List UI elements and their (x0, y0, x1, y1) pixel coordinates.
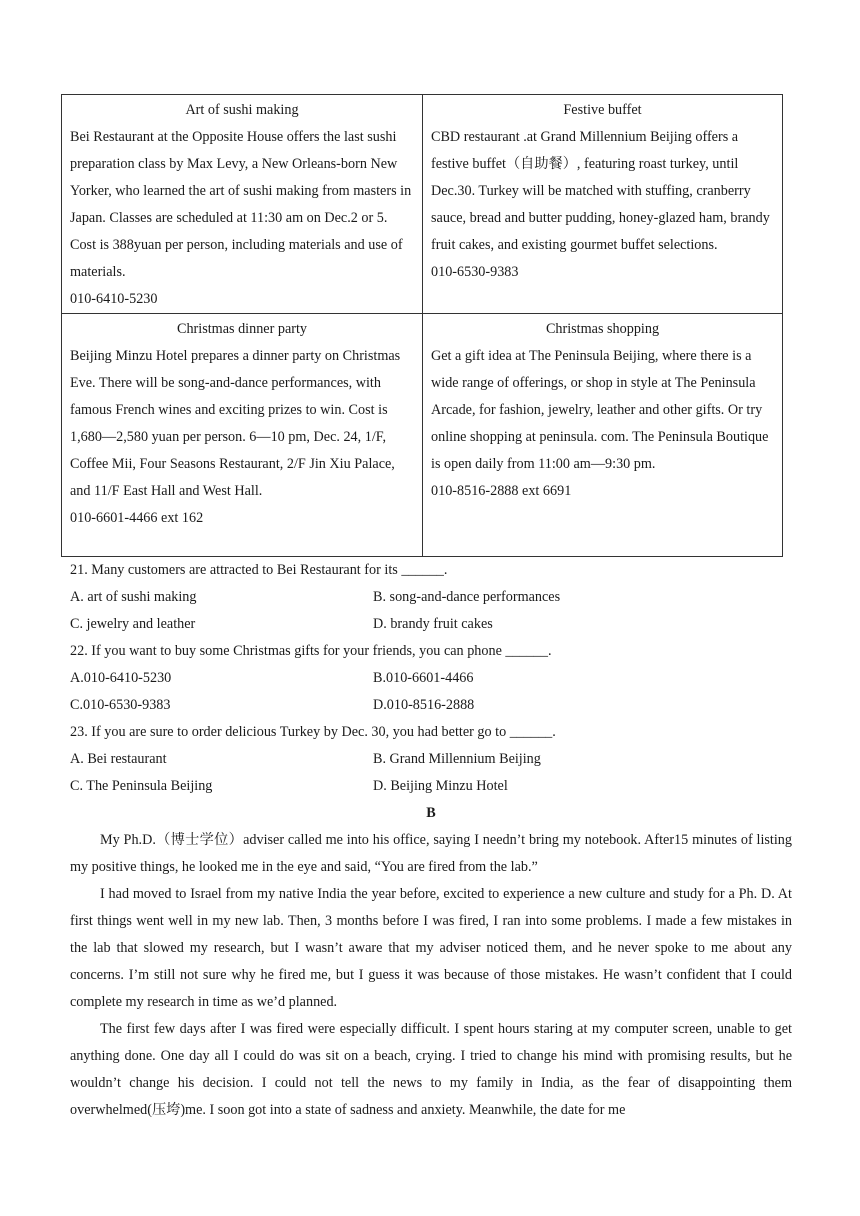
option-a[interactable]: A. Bei restaurant (70, 751, 167, 767)
question-23 (70, 719, 790, 800)
ad-phone: 010-6530-9383 (431, 264, 519, 280)
passage-paragraph: I had moved to Israel from my native India the year before, excited to experience a new culture and study for a Ph. D. At first things went well in my new lab. Then, 3 months before I was fired, I ran into some problems. I made a few mistakes in the lab that slowed my research, but I wasn’t aware that my adviser noticed them, and he never spoke to me about any concerns. I’m still not sure why he fired me, but I guess it was because of those mistakes. He wasn’t confident that I could complete my research in time as we’d planned. (70, 886, 792, 1010)
ad-phone: 010-8516-2888 ext 6691 (431, 483, 572, 499)
option-c[interactable]: C. jewelry and leather (70, 616, 196, 632)
ad-phone: 010-6410-5230 (70, 291, 158, 307)
ads-row (62, 314, 783, 557)
ad-title: Christmas dinner party (176, 321, 308, 337)
option-d[interactable]: D.010-8516-2888 (373, 697, 475, 713)
option-c[interactable]: C.010-6530-9383 (70, 697, 171, 713)
question-stem: 21. Many customers are attracted to Bei Restaurant for its ______. (70, 562, 448, 578)
passage-paragraph: My Ph.D.（博士学位）adviser called me into his office, saying I needn’t bring my notebook. After15 minutes of listing my positive things, he looked me in the eye and said, “You are fired from the lab.” (70, 832, 792, 875)
section-heading: B (426, 805, 436, 821)
ad-sushi (62, 95, 423, 314)
ads-row (62, 95, 783, 314)
question-stem: 22. If you want to buy some Christmas gifts for your friends, you can phone ______. (70, 643, 552, 659)
option-a[interactable]: A.010-6410-5230 (70, 670, 172, 686)
ad-title: Art of sushi making (185, 102, 299, 118)
option-b[interactable]: B.010-6601-4466 (373, 670, 474, 686)
ad-body: Bei Restaurant at the Opposite House offers the last sushi preparation class by Max Levy, a New Orleans-born New Yorker, who learned the art of sushi making from masters in Japan. Classes are scheduled at 11:30 am on Dec.2 or 5. Cost is 388yuan per person, including materials and use of materials. (70, 129, 412, 280)
ad-title: Festive buffet (563, 102, 642, 118)
ad-body: Beijing Minzu Hotel prepares a dinner party on Christmas Eve. There will be song-and-dance performances, with famous French wines and exciting prizes to win. Cost is 1,680—2,580 yuan per person. 6—10 pm, Dec. 24, 1/F, Coffee Mii, Four Seasons Restaurant, 2/F Jin Xiu Palace, and 11/F East Hall and West Hall. (70, 348, 401, 499)
ad-phone: 010-6601-4466 ext 162 (70, 510, 204, 526)
ad-body: Get a gift idea at The Peninsula Beijing, where there is a wide range of offerings, or shop in style at The Peninsula Arcade, for fashion, jewelry, leather and other gifts. Or try online shopping at peninsula. com. The Peninsula Boutique is open daily from 11:00 am—9:30 pm. (431, 348, 769, 472)
question-stem: 23. If you are sure to order delicious Turkey by Dec. 30, you had better go to ______. (70, 724, 556, 740)
option-d[interactable]: D. Beijing Minzu Hotel (373, 778, 508, 794)
option-b[interactable]: B. Grand Millennium Beijing (373, 751, 541, 767)
ad-buffet (423, 95, 783, 314)
option-b[interactable]: B. song-and-dance performances (373, 589, 561, 605)
passage-paragraph: The first few days after I was fired were especially difficult. I spent hours staring at my computer screen, unable to get anything done. One day all I could do was sit on a beach, crying. I tried to change his mind with promising results, but he wouldn’t change his decision. I could not tell the news to my family in India, as the fear of disappointing them overwhelmed(压垮)me. I soon got into a state of sadness and anxiety. Meanwhile, the date for me (70, 1021, 792, 1118)
ads-table (61, 94, 783, 557)
option-d[interactable]: D. brandy fruit cakes (373, 616, 493, 632)
option-a[interactable]: A. art of sushi making (70, 589, 197, 605)
option-c[interactable]: C. The Peninsula Beijing (70, 778, 213, 794)
question-21 (70, 557, 790, 638)
ad-shopping (423, 314, 783, 557)
ad-body: CBD restaurant .at Grand Millennium Beijing offers a festive buffet（自助餐）, featuring roast turkey, until Dec.30. Turkey will be matched with stuffing, cranberry sauce, bread and butter pudding, honey-glazed ham, brandy fruit cakes, and existing gourmet buffet selections. (431, 129, 770, 253)
question-22 (70, 638, 790, 719)
ad-title: Christmas shopping (545, 321, 660, 337)
passage (70, 827, 792, 1124)
ad-dinner-party (62, 314, 423, 557)
